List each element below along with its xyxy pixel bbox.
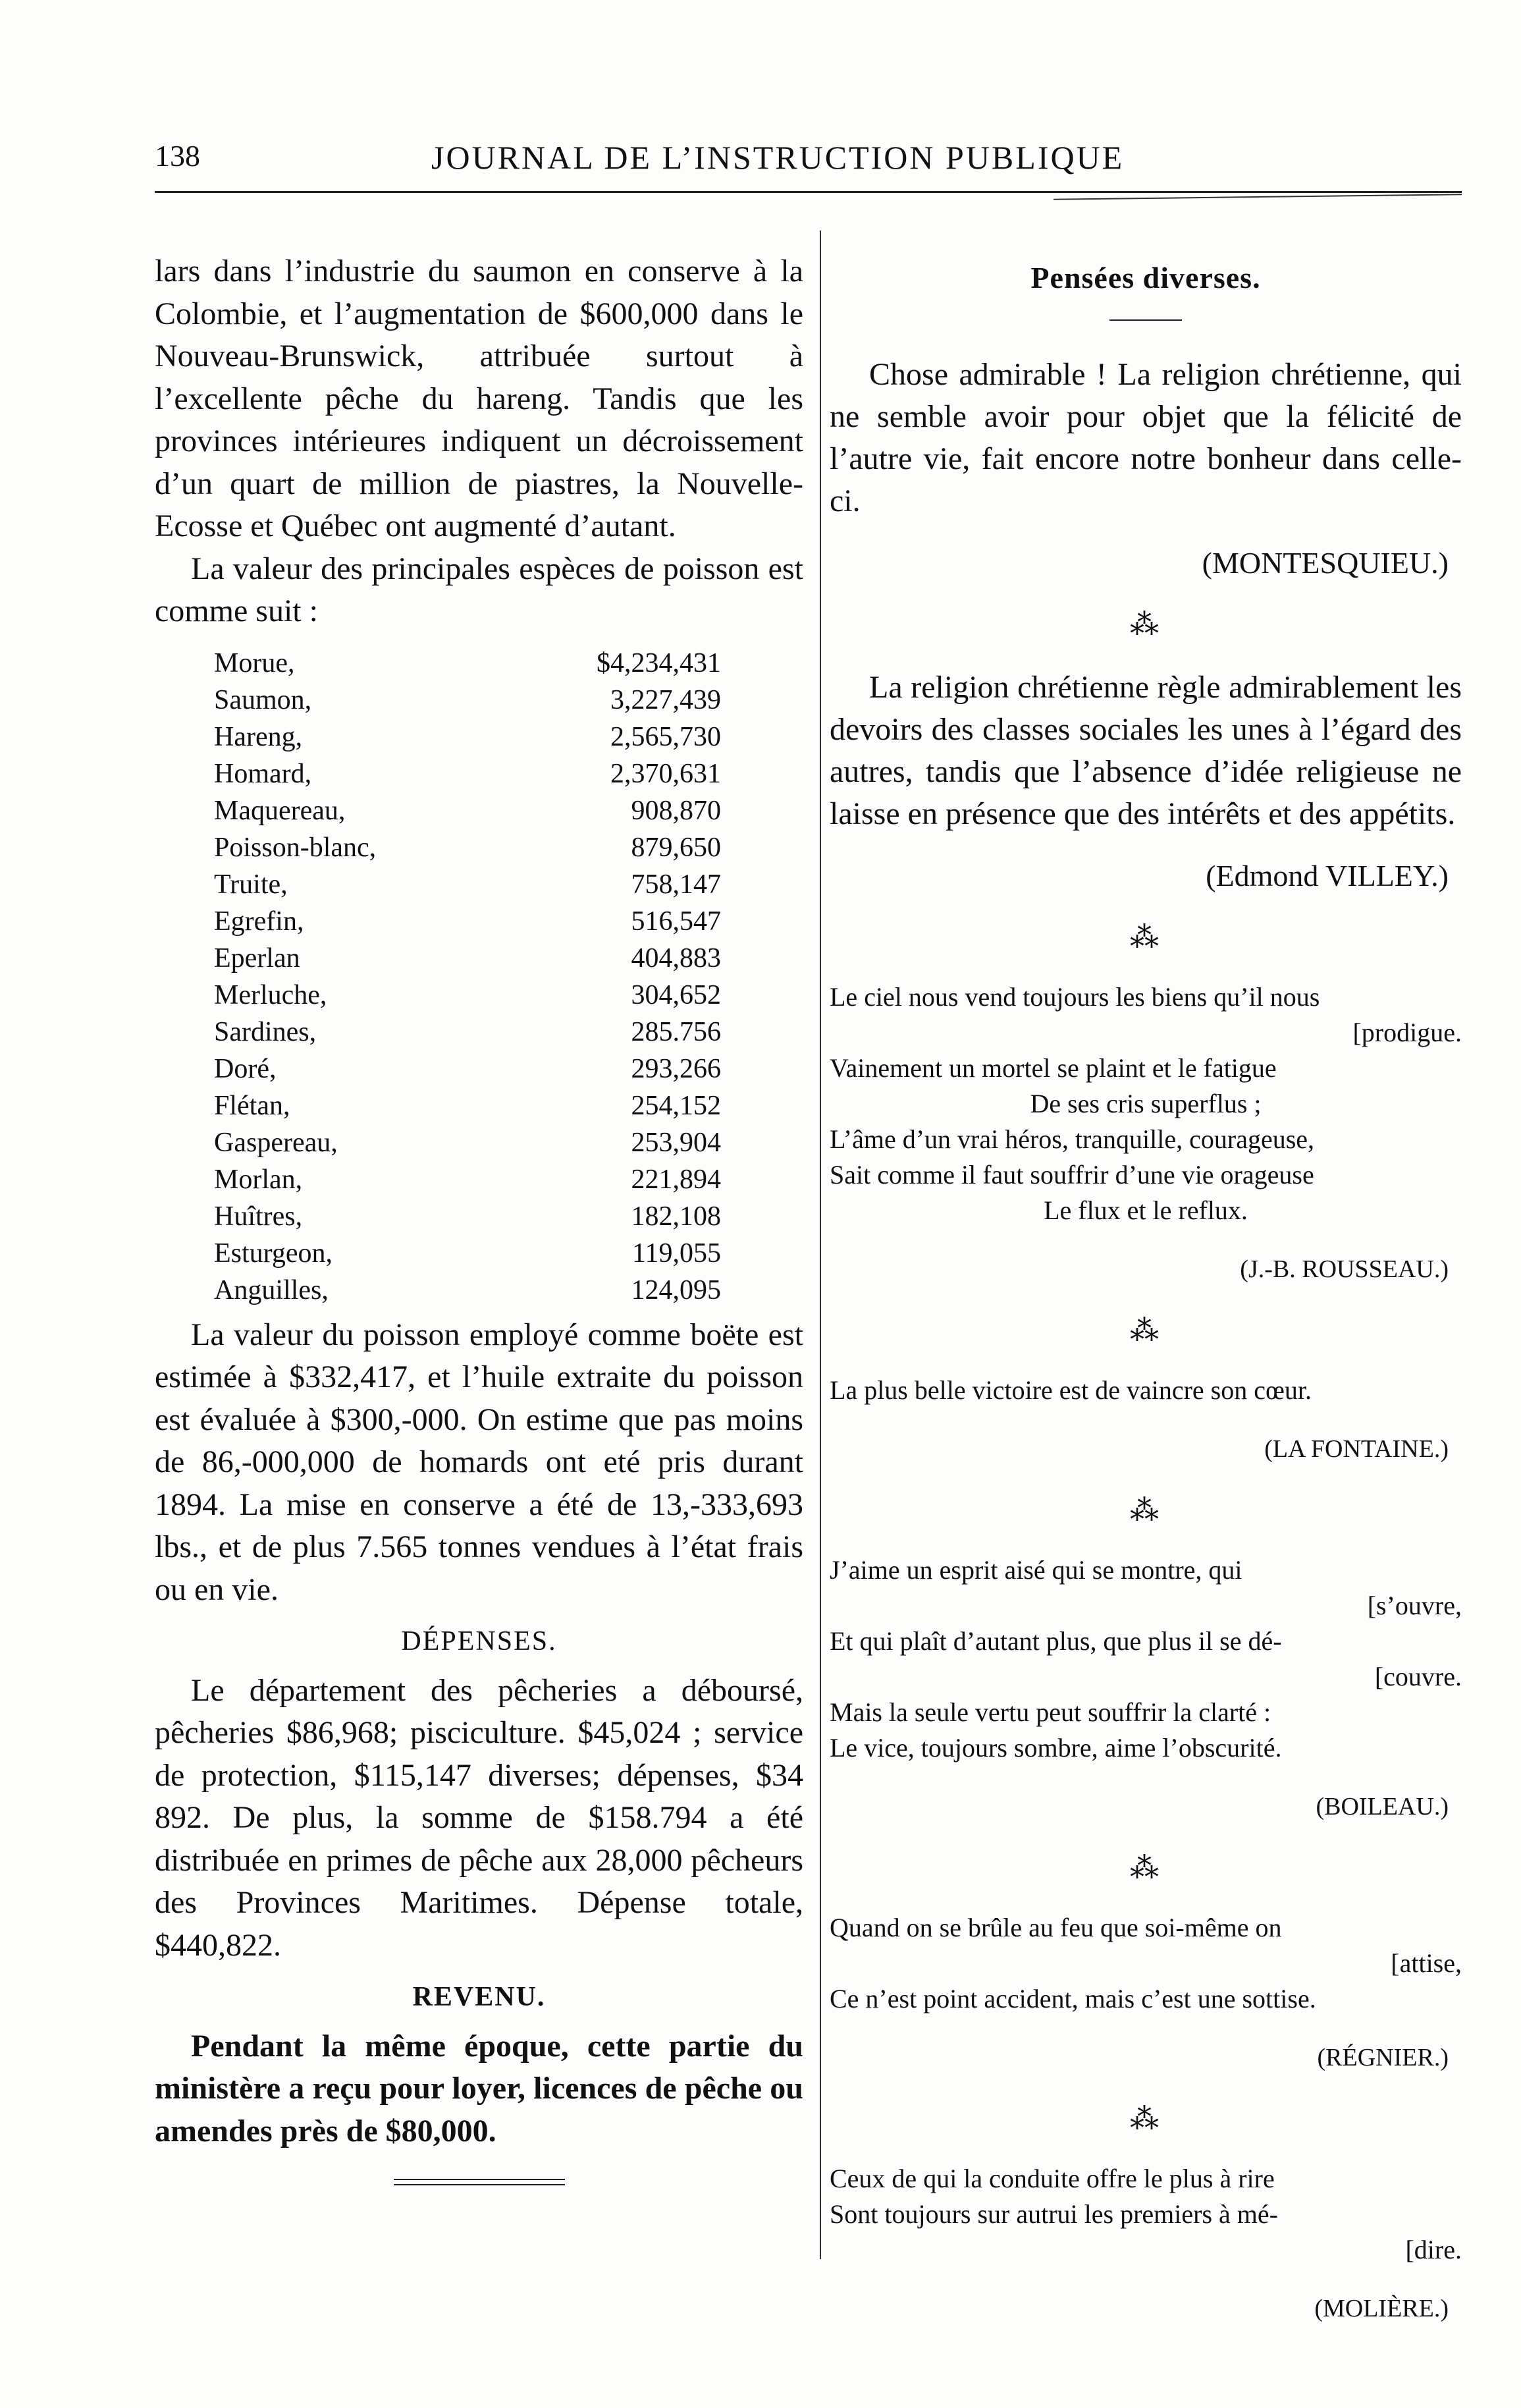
verse-line: Quand on se brûle au feu que soi-même on	[830, 1912, 1282, 1942]
fish-value: 758,147	[631, 869, 721, 900]
depenses-paragraph: Le département des pêcheries a déboursé, pêcheries $86,968; pisciculture. $45,024 ; service de protection, $115,147 diverses; dépenses, $34 892. De plus, la somme de $158.794 a été distribuée en primes de pêche aux 28,000 pêcheurs des Provinces Maritimes. Dépense totale, $440,822.	[155, 1672, 803, 1963]
fish-value: 285.756	[631, 1016, 721, 1047]
quote-rousseau	[830, 979, 1462, 1228]
fish-value-table	[214, 645, 741, 1309]
asterism: ⁂	[1130, 1852, 1161, 1884]
fish-row	[214, 1198, 741, 1235]
verse-line: Le ciel nous vend toujours les biens qu’il nous	[830, 981, 1320, 1012]
fish-row	[214, 903, 741, 940]
header-rule-accent	[1054, 194, 1462, 200]
fish-row	[214, 645, 741, 682]
fish-name: Merluche,	[214, 979, 327, 1010]
author-villey: (Edmond VILLEY.)	[1206, 858, 1449, 892]
asterism: ⁂	[1130, 609, 1161, 641]
fish-name: Anguilles,	[214, 1274, 329, 1305]
verse-line: [prodigue.	[1352, 1017, 1462, 1047]
fish-name: Maquereau,	[214, 795, 346, 826]
verse-line: Mais la seule vertu peut souffrir la clarté :	[830, 1697, 1271, 1727]
verse-line: Ce n’est point accident, mais c’est une sottise.	[830, 1983, 1316, 2013]
fish-value: 124,095	[631, 1274, 721, 1305]
asterism: ⁂	[1130, 921, 1161, 954]
fish-name: Morlan,	[214, 1164, 303, 1195]
closing-rule-double	[394, 2184, 565, 2185]
verse-line: La plus belle victoire est de vaincre son cœur.	[830, 1375, 1312, 1405]
header-rule	[155, 191, 1462, 193]
fish-value: 119,055	[632, 1238, 721, 1269]
fish-row	[214, 829, 741, 866]
verse-line: Ceux de qui la conduite offre le plus à rire	[830, 2163, 1275, 2193]
fish-row	[214, 940, 741, 977]
revenu-heading: REVENU.	[412, 1982, 546, 2012]
fish-name: Eperlan	[214, 943, 300, 973]
fish-row	[214, 1051, 741, 1087]
fish-name: Esturgeon,	[214, 1238, 333, 1269]
verse-line: [couvre.	[1374, 1661, 1462, 1691]
quote-la-fontaine	[830, 1373, 1462, 1408]
verse-line: Vainement un mortel se plaint et le fatigue	[830, 1053, 1277, 1083]
intro-paragraph: lars dans l’industrie du saumon en conserve à la Colombie, et l’augmentation de $600,000 dans le Nouveau-Brunswick, attribuée surtout à l’excellente pêche du hareng. Tandis que les provinces intérieures indiquent un décroissement d’un quart de million de piastres, la Nouvelle-Ecosse et Québec ont augmenté d’autant.	[155, 254, 803, 543]
fish-name: Gaspereau,	[214, 1127, 338, 1158]
fish-name: Saumon,	[214, 684, 312, 715]
author-boileau: (BOILEAU.)	[1316, 1792, 1449, 1820]
quote-boileau	[830, 1552, 1462, 1766]
verse-line: L’âme d’un vrai héros, tranquille, courageuse,	[830, 1124, 1315, 1154]
fish-row	[214, 792, 741, 829]
quote-regnier	[830, 1910, 1462, 2017]
asterism: ⁂	[1130, 1315, 1161, 1347]
author-la-fontaine: (LA FONTAINE.)	[1264, 1435, 1449, 1463]
fish-value: 221,894	[631, 1164, 721, 1195]
fish-value: 2,370,631	[610, 758, 721, 789]
fish-value: 293,266	[631, 1053, 721, 1084]
verse-line: De ses cris superflus ;	[1030, 1088, 1262, 1118]
depenses-heading: DÉPENSES.	[401, 1626, 557, 1656]
fish-name: Doré,	[214, 1053, 277, 1084]
verse-line: [s’ouvre,	[1367, 1590, 1462, 1620]
fish-value: 908,870	[631, 795, 721, 826]
quote-moliere	[830, 2161, 1462, 2268]
verse-line: Le vice, toujours sombre, aime l’obscurité.	[830, 1732, 1282, 1763]
asterism: ⁂	[1130, 2103, 1161, 2135]
revenu-paragraph: Pendant la même époque, cette partie du ministère a reçu pour loyer, licences de pêche ou amendes près de $80,000.	[155, 2028, 803, 2148]
fish-name: Egrefin,	[214, 906, 304, 937]
verse-line: [dire.	[1405, 2234, 1462, 2264]
left-column	[155, 250, 803, 2185]
fish-value: 182,108	[631, 1201, 721, 1232]
right-column	[830, 250, 1462, 2349]
closing-rule	[394, 2179, 565, 2180]
fish-name: Hareng,	[214, 721, 303, 752]
fish-value: 254,152	[631, 1090, 721, 1121]
fish-name: Sardines,	[214, 1016, 317, 1047]
fish-name: Homard,	[214, 758, 312, 789]
quotes-title: Pensées diverses.	[1030, 261, 1261, 294]
fish-row	[214, 755, 741, 792]
quote-villey: La religion chrétienne règle admirablement les devoirs des classes sociales les unes à l’égard des autres, tandis que l’absence d’idée religieuse ne laisse en présence que des intérêts et des appétits.	[830, 669, 1462, 831]
fish-name: Flétan,	[214, 1090, 290, 1121]
fish-row	[214, 719, 741, 755]
verse-line: J’aime un esprit aisé qui se montre, qui	[830, 1554, 1242, 1585]
fish-value: 253,904	[631, 1127, 721, 1158]
fish-value: 516,547	[631, 906, 721, 937]
fish-name: Morue,	[214, 647, 295, 678]
page-header	[155, 138, 1462, 184]
author-montesquieu: (MONTESQUIEU.)	[1202, 545, 1449, 580]
author-rousseau: (J.-B. ROUSSEAU.)	[1240, 1255, 1449, 1283]
fish-row	[214, 977, 741, 1014]
verse-line: Sont toujours sur autrui les premiers à mé-	[830, 2199, 1278, 2229]
author-regnier: (RÉGNIER.)	[1317, 2043, 1449, 2071]
fish-value: 304,652	[631, 979, 721, 1010]
quote-montesquieu: Chose admirable ! La religion chrétienne, qui ne semble avoir pour objet que la félicité de l’autre vie, fait encore notre bonheur dans celle-ci.	[830, 356, 1462, 518]
fish-value: 879,650	[631, 832, 721, 863]
fish-row	[214, 1087, 741, 1124]
fish-row	[214, 682, 741, 719]
verse-line: Sait comme il faut souffrir d’une vie orageuse	[830, 1159, 1314, 1190]
author-moliere: (MOLIÈRE.)	[1314, 2294, 1449, 2322]
verse-line: Et qui plaît d’autant plus, que plus il se dé-	[830, 1626, 1282, 1656]
fish-value: $4,234,431	[597, 647, 721, 678]
fish-row	[214, 1272, 741, 1309]
fish-row	[214, 1161, 741, 1198]
fish-value: 404,883	[631, 943, 721, 973]
page-number: 138	[155, 139, 200, 173]
verse-line: [attise,	[1391, 1948, 1462, 1978]
fish-value: 3,227,439	[610, 684, 721, 715]
asterism: ⁂	[1130, 1494, 1161, 1527]
title-rule	[1109, 319, 1182, 321]
fish-name: Truite,	[214, 869, 288, 900]
fish-name: Poisson-blanc,	[214, 832, 377, 863]
fish-row	[214, 1124, 741, 1161]
running-title: JOURNAL DE L’INSTRUCTION PUBLIQUE	[431, 139, 1125, 176]
verse-line: Le flux et le reflux.	[1044, 1195, 1248, 1225]
table-intro: La valeur des principales espèces de poisson est comme suit :	[155, 551, 803, 628]
bait-paragraph: La valeur du poisson employé comme boëte est estimée à $332,417, et l’huile extraite du poisson est évaluée à $300,-000. On estime que pas moins de 86,-000,000 de homards ont eté pris durant 1894. La mise en conserve a été de 13,-333,693 lbs., et de plus 7.565 tonnes vendues à l’état frais ou en vie.	[155, 1317, 803, 1607]
fish-row	[214, 1014, 741, 1051]
fish-row	[214, 866, 741, 903]
fish-row	[214, 1235, 741, 1272]
column-divider	[820, 231, 821, 2259]
fish-name: Huîtres,	[214, 1201, 303, 1232]
fish-value: 2,565,730	[610, 721, 721, 752]
